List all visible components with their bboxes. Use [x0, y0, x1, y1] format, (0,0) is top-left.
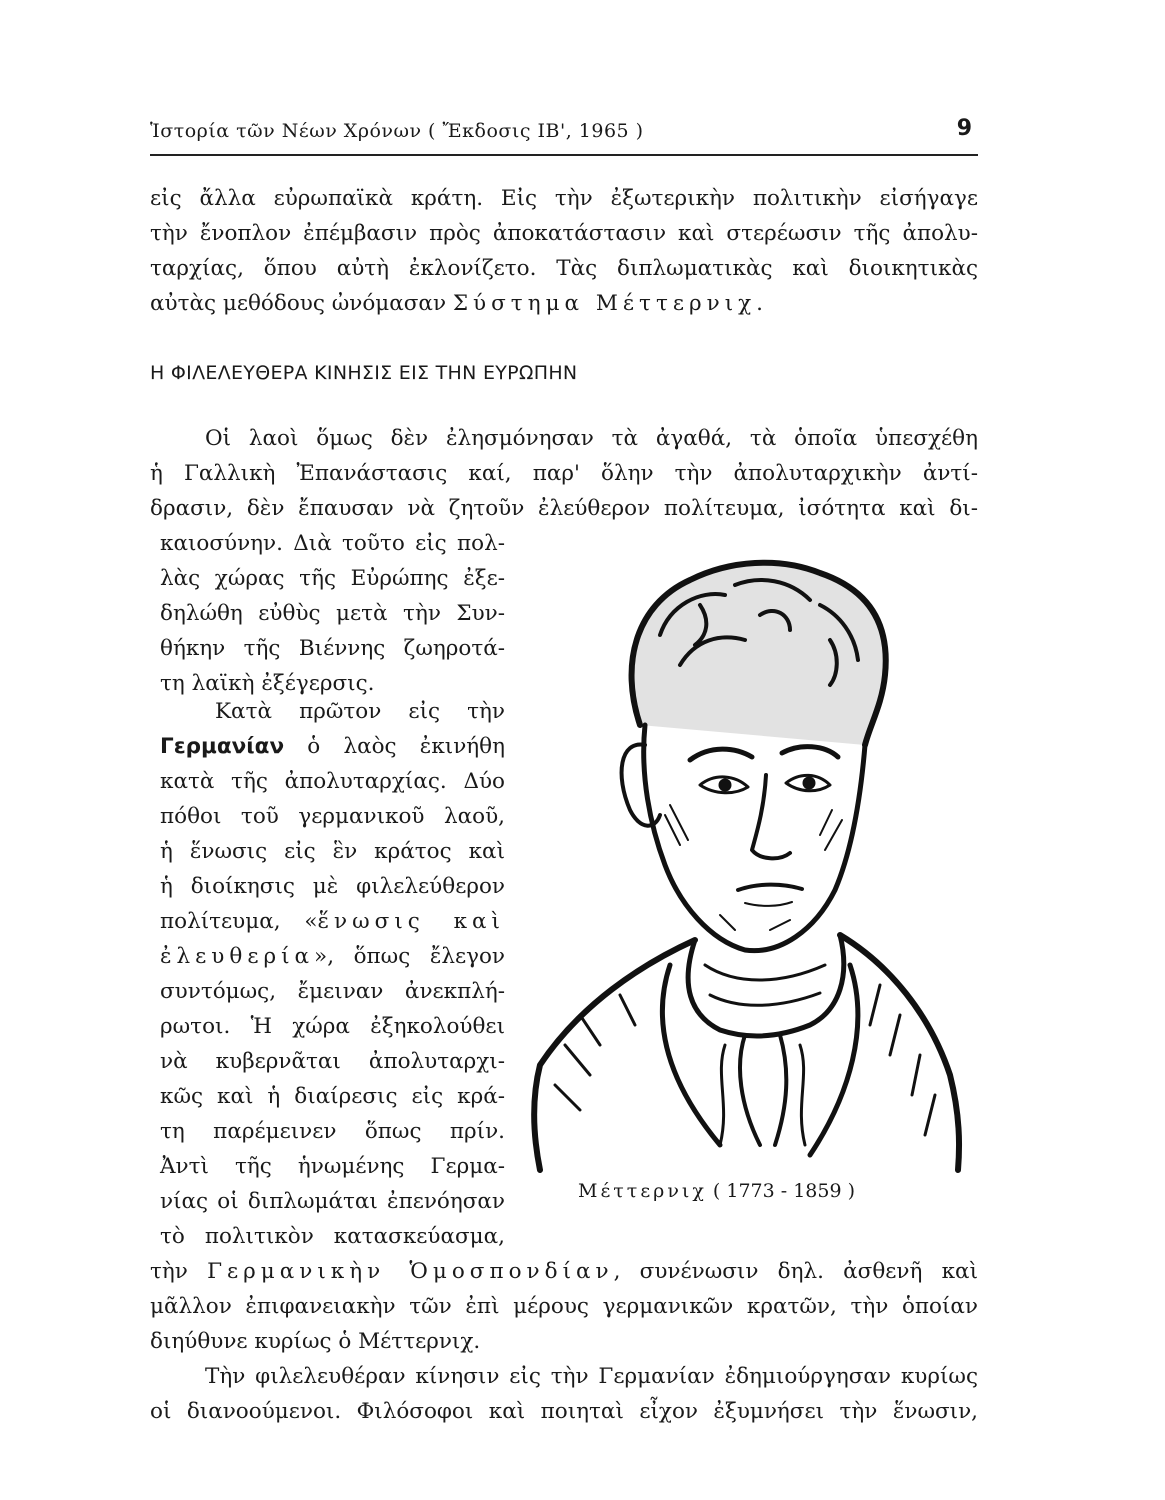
running-header	[150, 114, 978, 156]
text-line: ρωτοι. Ἡ χώρα ἐξηκολούθει	[160, 1014, 505, 1039]
text-line: Ἀντὶ τῆς ἡνωμένης Γερμα-	[160, 1154, 505, 1179]
figure-caption: Μέττερνιχ ( 1773 - 1859 )	[578, 1180, 856, 1202]
text-line: θήκην τῆς Βιέννης ζωηροτά-	[160, 636, 505, 661]
emphasized-term: Σύστημα Μέττερνιχ.	[452, 291, 768, 316]
text-line: Γερμανίαν ὁ λαὸς ἐκινήθη	[160, 734, 505, 759]
text-line: τη λαϊκὴ ἐξέγερσις.	[160, 671, 375, 696]
text-line: καιοσύνην. Διὰ τοῦτο εἰς πολ-	[160, 531, 505, 556]
text-line: τὸ πολιτικὸν κατασκεύασμα,	[160, 1224, 505, 1249]
text-line: εἰς ἄλλα εὐρωπαϊκὰ κράτη. Εἰς τὴν ἐξωτερικὴν πολιτικὴν εἰσήγαγε	[150, 186, 978, 211]
text-line: κῶς καὶ ἡ διαίρεσις εἰς κρά-	[160, 1084, 505, 1109]
text-line: Κατὰ πρῶτον εἰς τὴν	[215, 699, 505, 724]
text-line: αὐτὰς μεθόδους ὠνόμασαν Σύστημα Μέττερνιχ.	[150, 291, 768, 316]
text-line: πολίτευμα, «ἕνωσις καὶ	[160, 909, 505, 934]
text-line: νίας οἱ διπλωμάται ἐπενόησαν	[160, 1189, 505, 1214]
text-line: κατὰ τῆς ἀπολυταρχίας. Δύο	[160, 769, 505, 794]
text-line: ἡ διοίκησις μὲ φιλελεύθερον	[160, 874, 505, 899]
text-line: λὰς χώρας τῆς Εὐρώπης ἐξε-	[160, 566, 505, 591]
emphasized-term: ἐλευθερία	[160, 944, 315, 969]
running-title: Ἱστορία τῶν Νέων Χρόνων ( Ἔκδοσις ΙΒ', 1965 )	[150, 120, 644, 142]
text-line: τὴν Γερμανικὴν Ὁμοσπονδίαν, συνένωσιν δηλ. ἀσθενῆ καὶ	[150, 1259, 979, 1284]
text-line: πόθοι τοῦ γερμανικοῦ λαοῦ,	[160, 804, 505, 829]
text-line: ἐλευθερία», ὅπως ἔλεγον	[160, 944, 505, 969]
text-line: τὴν ἔνοπλον ἐπέμβασιν πρὸς ἀποκατάστασιν καὶ στερέωσιν τῆς ἀπολυ-	[150, 221, 978, 246]
text-line: διηύθυνε κυρίως ὁ Μέττερνιχ.	[150, 1329, 481, 1354]
text-line: ταρχίας, ὅπου αὐτὴ ἐκλονίζετο. Τὰς διπλωματικὰς καὶ διοικητικὰς	[150, 256, 978, 281]
portrait-illustration	[520, 545, 980, 1175]
emphasized-term: ἕνωσις καὶ	[317, 909, 505, 934]
text-line: νὰ κυβερνᾶται ἀπολυταρχι-	[160, 1049, 505, 1074]
text-line: Τὴν φιλελευθέραν κίνησιν εἰς τὴν Γερμανίαν ἐδημιούργησαν κυρίως	[205, 1364, 978, 1389]
text-line: τη παρέμεινεν ὅπως πρίν.	[160, 1119, 505, 1144]
text-line: ἡ ἕνωσις εἰς ἓν κράτος καὶ	[160, 839, 505, 864]
section-heading: Η ΦΙΛΕΛΕΥΘΕΡΑ ΚΙΝΗΣΙΣ ΕΙΣ ΤΗΝ ΕΥΡΩΠΗΝ	[150, 362, 578, 384]
emphasized-term: Γερμανικὴν Ὁμοσπονδίαν	[207, 1259, 614, 1284]
text-line: δρασιν, δὲν ἔπαυσαν νὰ ζητοῦν ἐλεύθερον πολίτευμα, ἰσότητα καὶ δι-	[150, 496, 978, 521]
page-number: 9	[956, 116, 972, 141]
bold-term: Γερμανίαν	[160, 734, 285, 759]
text-line: συντόμως, ἔμειναν ἀνεκπλή-	[160, 979, 505, 1004]
text-line: ἡ Γαλλικὴ Ἐπανάστασις καί, παρ' ὅλην τὴν ἀπολυταρχικὴν ἀντί-	[150, 461, 978, 486]
text-line: μᾶλλον ἐπιφανειακὴν τῶν ἐπὶ μέρους γερμανικῶν κρατῶν, τὴν ὁποίαν	[150, 1294, 978, 1319]
text-line: Οἱ λαοὶ ὅμως δὲν ἐλησμόνησαν τὰ ἀγαθά, τὰ ὁποῖα ὑπεσχέθη	[205, 426, 978, 451]
text-line: οἱ διανοούμενοι. Φιλόσοφοι καὶ ποιηταὶ εἶχον ἐξυμνήσει τὴν ἕνωσιν,	[150, 1399, 978, 1424]
text-line: δηλώθη εὐθὺς μετὰ τὴν Συν-	[160, 601, 505, 626]
